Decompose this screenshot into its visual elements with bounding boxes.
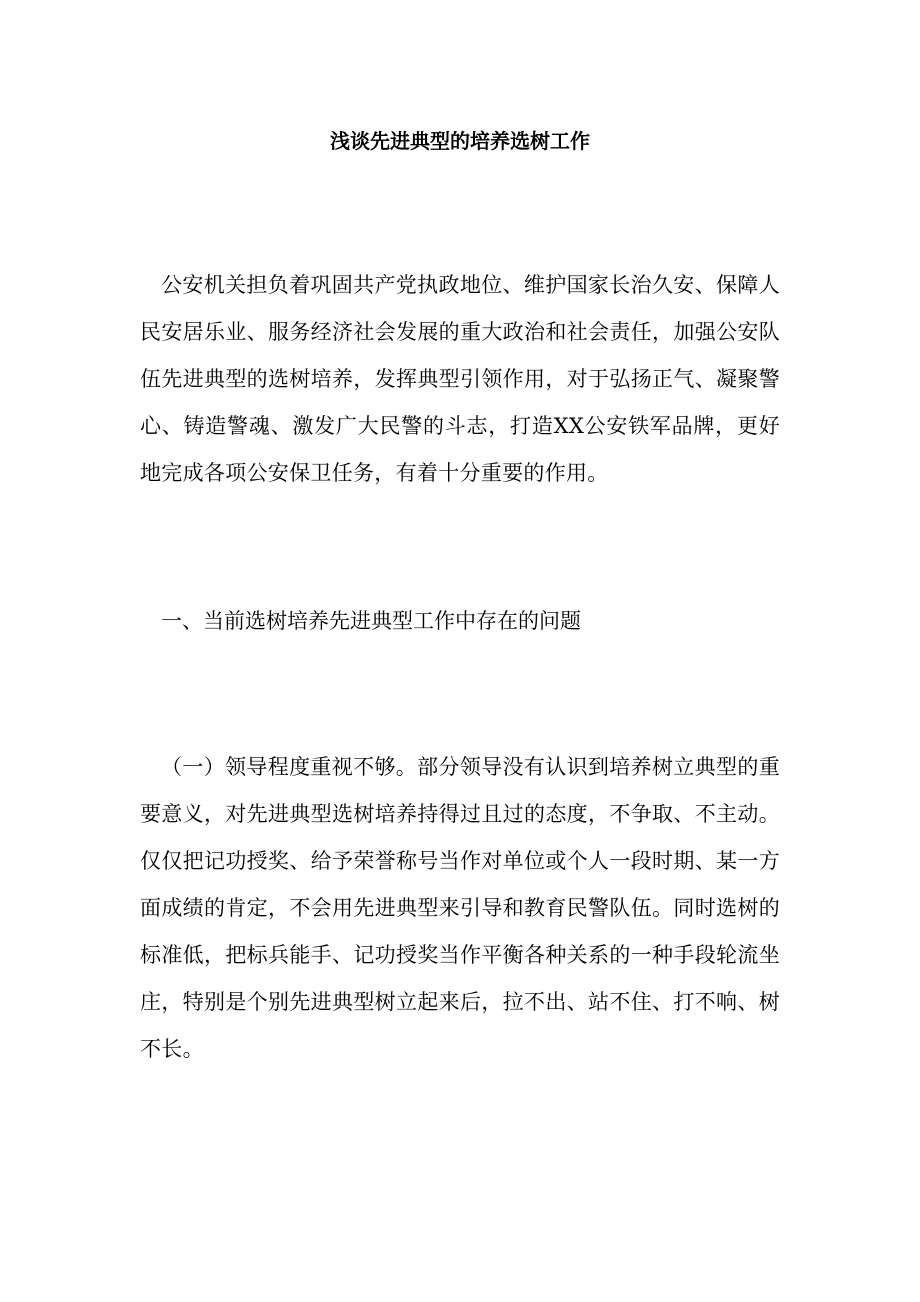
intro-paragraph: 公安机关担负着巩固共产党执政地位、维护国家长治久安、保障人民安居乐业、服务经济社会发展的重大政治和社会责任，加强公安队伍先进典型的选树培养，发挥典型引领作用，对于弘扬正气、凝聚警心、铸造警魂、激发广大民警的斗志，打造XX公安铁军品牌，更好地完成各项公安保卫任务，有着十分重要的作用。 [140, 273, 780, 485]
section-heading-1: 一、当前选树培养先进典型工作中存在的问题 [161, 609, 581, 633]
document-title: 浅谈先进典型的培养选树工作 [330, 129, 590, 153]
subsection-paragraph-1: （一）领导程度重视不够。部分领导没有认识到培养树立典型的重要意义，对先进典型选树培养持得过且过的态度，不争取、不主动。仅仅把记功授奖、给予荣誉称号当作对单位或个人一段时期、某一方面成绩的肯定，不会用先进典型来引导和教育民警队伍。同时选树的标准低，把标兵能手、记功授奖当作平衡各种关系的一种手段轮流坐庄，特别是个别先进典型树立起来后，拉不出、站不住、打不响、树不长。 [140, 755, 780, 1061]
